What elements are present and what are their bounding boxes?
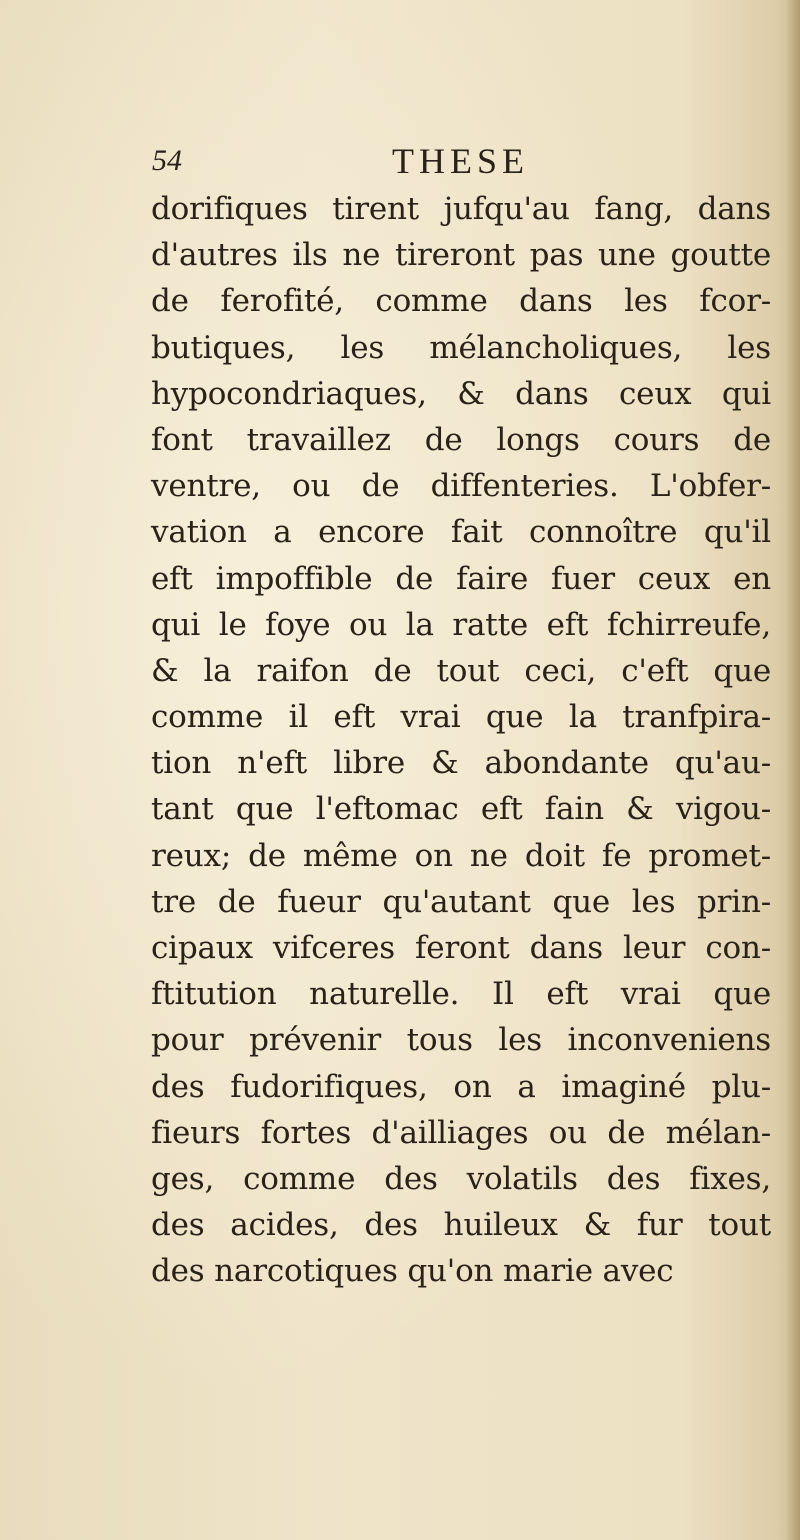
text-line: qui le foye ou la ratte eft fchirreufe,	[151, 606, 771, 643]
text-line: fieurs fortes d'ailliages ou de mélan-	[151, 1114, 771, 1151]
text-line: cipaux vifceres feront dans leur con-	[151, 930, 771, 966]
text-line: butiques, les mélancholiques, les	[151, 329, 771, 366]
page-number: 54	[152, 144, 182, 177]
text-line: hypocondriaques, & dans ceux qui	[151, 375, 771, 412]
text-line: des narcotiques qu'on marie avec	[151, 1253, 674, 1290]
text-line: font travaillez de longs cours de	[151, 421, 771, 458]
body-text	[151, 186, 771, 1295]
running-title: THESE	[392, 141, 529, 181]
text-line: ges, comme des volatils des fixes,	[151, 1160, 771, 1197]
text-line: tion n'eft libre & abondante qu'au-	[151, 745, 771, 782]
text-line: ftitution naturelle. Il eft vrai que	[151, 976, 771, 1013]
text-line: tre de fueur qu'autant que les prin-	[151, 883, 771, 920]
text-line: reux; de même on ne doit fe promet-	[151, 837, 771, 874]
text-line: tant que l'eftomac eft fain & vigou-	[151, 791, 771, 828]
text-line: des acides, des huileux & fur tout	[151, 1207, 771, 1244]
text-line: comme il eft vrai que la tranfpira-	[151, 699, 771, 736]
text-line: pour prévenir tous les inconveniens	[151, 1022, 771, 1059]
text-line: dorifiques tirent jufqu'au fang, dans	[151, 191, 771, 227]
text-line: d'autres ils ne tireront pas une goutte	[151, 237, 771, 274]
text-line: de ferofité, comme dans les fcor-	[151, 283, 771, 320]
page-header	[152, 140, 622, 190]
text-line: des fudorifiques, on a imaginé plu-	[151, 1068, 771, 1105]
text-line: & la raifon de tout ceci, c'eft que	[151, 652, 771, 689]
text-line: ventre, ou de diffenteries. L'obfer-	[151, 468, 771, 505]
text-line: eft impoffible de faire fuer ceux en	[151, 560, 771, 597]
page-edge-shadow	[786, 0, 800, 1540]
text-line: vation a encore fait connoître qu'il	[151, 514, 771, 551]
